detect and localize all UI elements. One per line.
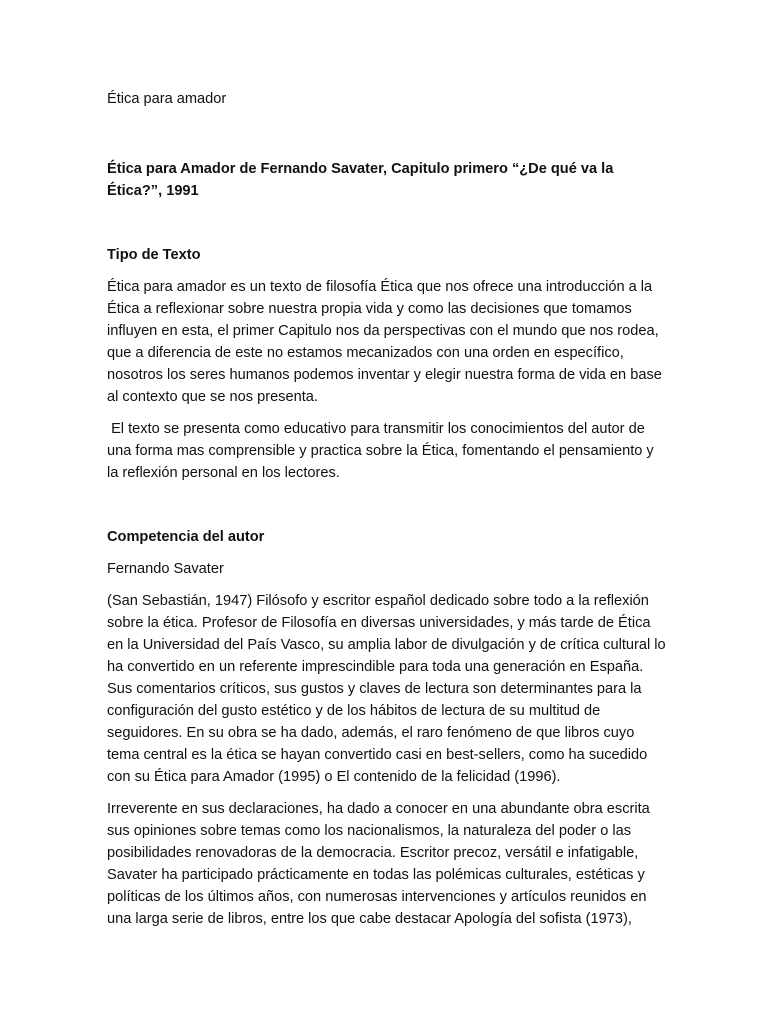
author-name: Fernando Savater bbox=[107, 561, 224, 577]
document-title: Ética para Amador de Fernando Savater, Capitulo primero “¿De qué va la Ética?”, 1991 bbox=[107, 161, 614, 199]
section-competencia-del-autor bbox=[107, 526, 667, 930]
document-page bbox=[107, 88, 667, 940]
paragraph: Irreverente en sus declaraciones, ha dado a conocer en una abundante obra escrita sus opiniones sobre temas como los nacionalismos, la naturaleza del poder o las posibilidades renovadoras de la democracia. Escritor precoz, versátil e infatigable, Savater ha participado prácticamente en todas las polémicas culturales, estéticas y políticas de los últimos años, con numerosas intervenciones y artículos reunidos en una larga serie de libros, entre los que cabe destacar Apología del sofista (1973), bbox=[107, 801, 650, 927]
section-heading-tipo: Tipo de Texto bbox=[107, 247, 201, 263]
paragraph: (San Sebastián, 1947) Filósofo y escritor español dedicado sobre todo a la reflexión sobre la ética. Profesor de Filosofía en diversas universidades, y más tarde de Ética en la Universidad del País Vasco, su amplia labor de divulgación y de crítica cultural lo ha convertido en un referente imprescindible para toda una generación en España. Sus comentarios críticos, sus gustos y claves de lectura son determinantes para la configuración del gusto estético y de los hábitos de lectura de su multitud de seguidores. En su obra se ha dado, además, el raro fenómeno de que libros cuyo tema central es la ética se hayan convertido casi en best-sellers, como ha sucedido con su Ética para Amador (1995) o El contenido de la felicidad (1996). bbox=[107, 593, 666, 785]
header-text: Ética para amador bbox=[107, 91, 227, 107]
section-heading-competencia: Competencia del autor bbox=[107, 529, 265, 545]
paragraph: El texto se presenta como educativo para transmitir los conocimientos del autor de una forma mas comprensible y practica sobre la Ética, fomentando el pensamiento y la reflexión personal en los lectores. bbox=[107, 421, 658, 481]
section-tipo-de-texto bbox=[107, 244, 667, 484]
paragraph: Ética para amador es un texto de filosofía Ética que nos ofrece una introducción a la Ética a reflexionar sobre nuestra propia vida y como las decisiones que tomamos influyen en esta, el primer Capitulo nos da perspectivas con el mundo que nos rodea, que a diferencia de este no estamos mecanizados con una orden en específico, nosotros los seres humanos podemos inventar y elegir nuestra forma de vida en base al contexto que se nos presenta. bbox=[107, 279, 662, 405]
